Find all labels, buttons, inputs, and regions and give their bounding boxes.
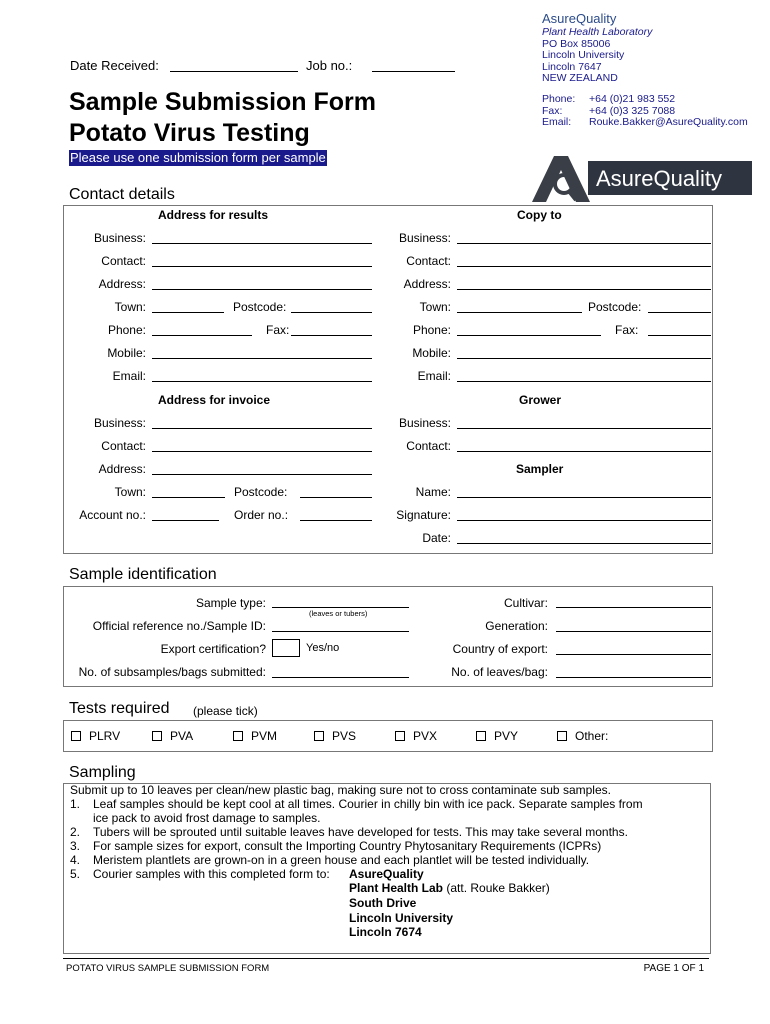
test-plrv-label: PLRV — [89, 729, 121, 743]
order-no-field[interactable] — [300, 520, 372, 521]
copy-postcode-label: Postcode: — [588, 300, 642, 314]
footer-form-name: POTATO VIRUS SAMPLE SUBMISSION FORM — [66, 963, 270, 974]
cultivar-label: Cultivar: — [503, 596, 548, 610]
invoice-address-field[interactable] — [152, 474, 372, 475]
checkbox-icon — [152, 731, 162, 741]
account-no-label: Account no.: — [79, 508, 146, 522]
invoice-address-label: Address: — [98, 462, 146, 476]
test-pvm-label: PVM — [251, 729, 278, 743]
yes-no-label: Yes/no — [306, 642, 340, 654]
lab-name: Plant Health Laboratory — [542, 26, 653, 38]
checkbox-icon — [71, 731, 81, 741]
sampling-num-4: 4. — [70, 853, 81, 867]
contact-section-title: Contact details — [69, 186, 175, 203]
copy-business-label: Business: — [398, 231, 451, 245]
copy-mobile-label: Mobile: — [412, 346, 451, 360]
address-results-heading: Address for results — [158, 208, 269, 222]
test-pvy-checkbox[interactable] — [476, 729, 518, 743]
invoice-town-field[interactable] — [152, 497, 225, 498]
copy-email-field[interactable] — [457, 381, 711, 382]
lab-address-2: Lincoln University — [542, 49, 625, 61]
results-email-field[interactable] — [152, 381, 372, 382]
cultivar-field[interactable] — [556, 607, 711, 608]
sample-type-label: Sample type: — [195, 596, 266, 610]
courier-line-4: Lincoln University — [349, 911, 454, 925]
logo-text: AsureQuality — [596, 166, 722, 191]
notice-banner: Please use one submission form per sample — [70, 150, 326, 165]
official-ref-field[interactable] — [272, 631, 409, 632]
sampler-name-label: Name: — [415, 485, 451, 499]
results-address-label: Address: — [98, 277, 146, 291]
lab-address-1: PO Box 85006 — [542, 37, 611, 50]
sampling-intro: Submit up to 10 leaves per clean/new plastic bag, making sure not to cross contaminate sub samples. — [70, 783, 611, 797]
sampler-heading: Sampler — [516, 462, 564, 476]
copy-phone-label: Phone: — [412, 323, 451, 337]
copy-address-field[interactable] — [457, 289, 711, 290]
test-pva-label: PVA — [170, 729, 194, 743]
sampling-section-title: Sampling — [69, 764, 136, 781]
results-postcode-label: Postcode: — [233, 300, 287, 314]
sampler-signature-field[interactable] — [457, 520, 711, 521]
lab-fax: +64 (0)3 325 7088 — [589, 104, 676, 117]
results-fax-field[interactable] — [291, 335, 372, 336]
sampling-num-3: 3. — [70, 839, 81, 853]
subsamples-label: No. of subsamples/bags submitted: — [78, 665, 266, 679]
copy-town-label: Town: — [419, 300, 451, 314]
country-export-label: Country of export: — [452, 642, 548, 656]
sampling-num-2: 2. — [70, 825, 81, 839]
order-no-label: Order no.: — [234, 508, 289, 522]
results-email-label: Email: — [112, 369, 146, 383]
sampling-item-1: Leaf samples should be kept cool at all times. Courier in chilly bin with ice pack. Separate samples from — [93, 797, 643, 811]
invoice-business-field[interactable] — [152, 428, 372, 429]
lab-address-4: NEW ZEALAND — [542, 72, 618, 84]
generation-field[interactable] — [556, 631, 711, 632]
copy-fax-field[interactable] — [648, 335, 711, 336]
copy-postcode-field[interactable] — [648, 312, 711, 313]
test-pvm-checkbox[interactable] — [233, 729, 277, 743]
copy-contact-label: Contact: — [406, 254, 451, 268]
grower-heading: Grower — [519, 393, 562, 407]
subsamples-field[interactable] — [272, 677, 409, 678]
invoice-postcode-field[interactable] — [300, 497, 372, 498]
checkbox-icon — [395, 731, 405, 741]
copy-town-field[interactable] — [457, 312, 582, 313]
lab-address-3: Lincoln 7647 — [542, 60, 602, 73]
results-address-field[interactable] — [152, 289, 372, 290]
grower-contact-label: Contact: — [406, 439, 451, 453]
copy-to-heading: Copy to — [517, 208, 562, 222]
export-cert-label: Export certification? — [160, 642, 266, 656]
copy-phone-field[interactable] — [457, 335, 601, 336]
copy-fax-label: Fax: — [615, 323, 639, 337]
export-cert-box[interactable] — [272, 639, 300, 657]
date-received-field[interactable] — [170, 71, 298, 72]
leaves-bag-field[interactable] — [556, 677, 711, 678]
results-contact-label: Contact: — [101, 254, 146, 268]
test-plrv-checkbox[interactable] — [71, 729, 120, 743]
sampler-name-field[interactable] — [457, 497, 711, 498]
test-pvs-label: PVS — [332, 729, 357, 743]
test-pvy-label: PVY — [494, 729, 519, 743]
invoice-town-label: Town: — [114, 485, 146, 499]
copy-contact-field[interactable] — [457, 266, 711, 267]
grower-business-field[interactable] — [457, 428, 711, 429]
courier-line-5: Lincoln 7674 — [349, 925, 422, 939]
checkbox-icon — [314, 731, 324, 741]
sample-type-hint: (leaves or tubers) — [309, 609, 368, 618]
lab-phone-label: Phone: — [542, 93, 576, 105]
sampling-item-4: Meristem plantlets are grown-on in a green house and each plantlet will be tested individually. — [93, 853, 590, 867]
results-phone-field[interactable] — [152, 335, 252, 336]
results-business-label: Business: — [93, 231, 146, 245]
results-phone-label: Phone: — [107, 323, 146, 337]
sampler-date-field[interactable] — [457, 543, 711, 544]
job-no-field[interactable] — [372, 71, 455, 72]
lab-fax-label: Fax: — [542, 104, 563, 117]
footer-divider — [63, 958, 709, 959]
test-pvx-checkbox[interactable] — [395, 729, 437, 743]
courier-lab: Plant Health Lab — [349, 881, 444, 895]
date-received-label: Date Received: — [70, 58, 159, 73]
official-ref-label: Official reference no./Sample ID: — [92, 619, 266, 633]
copy-address-label: Address: — [403, 277, 451, 291]
results-town-label: Town: — [114, 300, 146, 314]
tests-section-title: Tests required — [69, 700, 170, 717]
results-postcode-field[interactable] — [291, 312, 372, 313]
results-mobile-label: Mobile: — [107, 346, 146, 360]
courier-attention: (att. Rouke Bakker) — [446, 881, 550, 895]
asurequality-logo — [532, 156, 752, 202]
invoice-postcode-label: Postcode: — [234, 485, 288, 499]
test-pvs-checkbox[interactable] — [314, 729, 356, 743]
sampling-item-2: Tubers will be sprouted until suitable leaves have developed for tests. This may take several months. — [93, 825, 628, 839]
results-town-field[interactable] — [152, 312, 224, 313]
sample-type-field[interactable] — [272, 607, 409, 608]
test-other-checkbox[interactable] — [557, 729, 608, 743]
job-no-label: Job no.: — [306, 58, 353, 73]
results-business-field[interactable] — [152, 243, 372, 244]
account-no-field[interactable] — [152, 520, 219, 521]
contact-section-box — [63, 205, 713, 554]
page-title: Sample Submission Form — [69, 88, 377, 116]
sampler-signature-label: Signature: — [396, 508, 451, 522]
grower-business-label: Business: — [398, 416, 451, 430]
test-pva-checkbox[interactable] — [152, 729, 193, 743]
copy-mobile-field[interactable] — [457, 358, 711, 359]
invoice-contact-label: Contact: — [101, 439, 146, 453]
checkbox-icon — [233, 731, 243, 741]
test-other-label: Other: — [575, 729, 609, 743]
footer-page-number: PAGE 1 OF 1 — [643, 963, 704, 974]
copy-business-field[interactable] — [457, 243, 711, 244]
leaves-bag-label: No. of leaves/bag: — [451, 665, 548, 679]
test-pvx-label: PVX — [413, 729, 438, 743]
checkbox-icon — [476, 731, 486, 741]
tests-hint: (please tick) — [193, 704, 258, 718]
generation-label: Generation: — [485, 619, 548, 633]
lab-phone: +64 (0)21 983 552 — [589, 93, 676, 105]
brand-wordmark: AsureQuality — [542, 11, 617, 26]
logo-mark-icon — [532, 156, 592, 202]
sampling-item-5: Courier samples with this completed form to: — [93, 867, 330, 881]
courier-line-1: AsureQuality — [349, 867, 424, 881]
page-subtitle: Potato Virus Testing — [69, 119, 310, 147]
grower-contact-field[interactable] — [457, 451, 711, 452]
sample-id-section-title: Sample identification — [69, 566, 217, 583]
invoice-contact-field[interactable] — [152, 451, 372, 452]
results-mobile-field[interactable] — [152, 358, 372, 359]
lab-email-label: Email: — [542, 116, 572, 128]
invoice-business-label: Business: — [93, 416, 146, 430]
copy-email-label: Email: — [417, 369, 451, 383]
courier-line-3: South Drive — [349, 896, 417, 910]
lab-email[interactable]: Rouke.Bakker@AsureQuality.com — [589, 116, 748, 128]
checkbox-icon — [557, 731, 567, 741]
sampler-date-label: Date: — [422, 531, 451, 545]
sampling-num-5: 5. — [70, 867, 81, 881]
results-contact-field[interactable] — [152, 266, 372, 267]
sampling-num-1: 1. — [70, 797, 81, 811]
sampling-item-1-cont: ice pack to avoid frost damage to samples. — [93, 811, 321, 825]
courier-line-2 — [349, 881, 550, 895]
results-fax-label: Fax: — [266, 323, 290, 337]
sampling-item-3: For sample sizes for export, consult the Importing Country Phytosanitary Requirements (ICPRs) — [93, 839, 602, 853]
country-export-field[interactable] — [556, 654, 711, 655]
address-invoice-heading: Address for invoice — [158, 393, 271, 407]
